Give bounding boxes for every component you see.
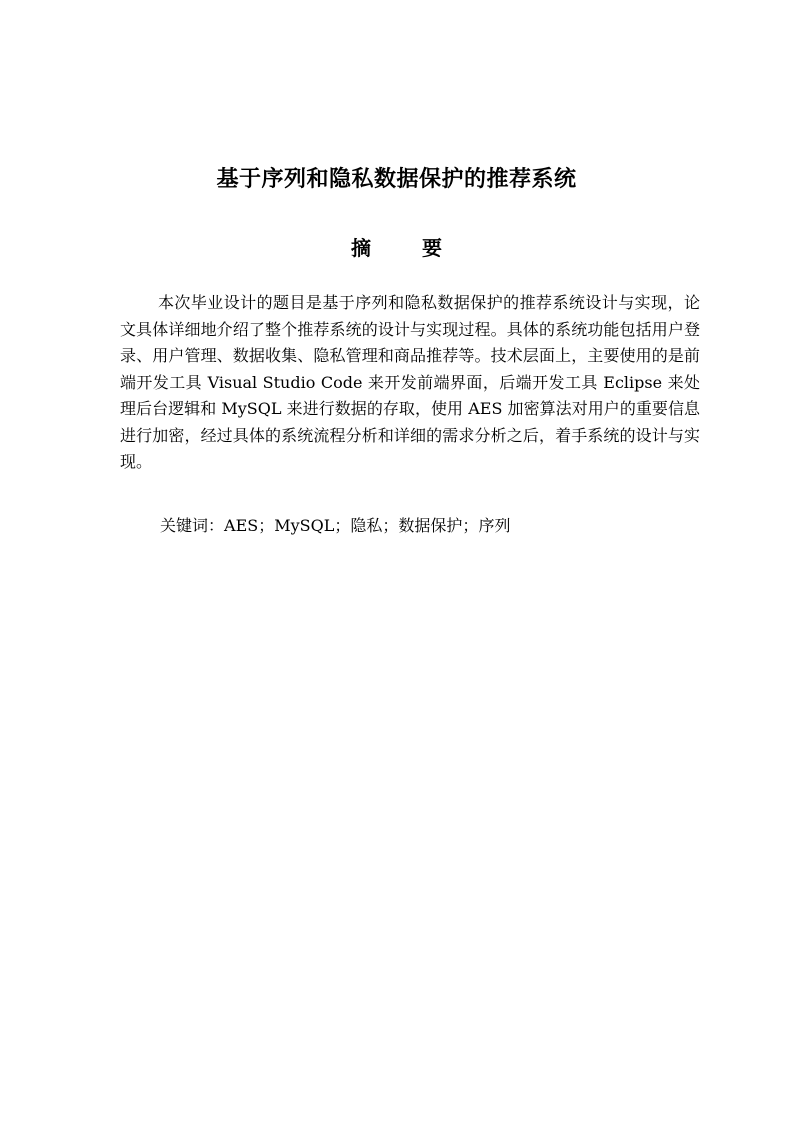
keyword-item: 序列 (478, 516, 511, 535)
abstract-paragraph: 本次毕业设计的题目是基于序列和隐私数据保护的推荐系统设计与实现，论文具体详细地介绍了整个推荐系统的设计与实现过程。具体的系统功能包括用户登录、用户管理、数据收集、隐私管理和商品推荐等。技术层面上，主要使用的是前端开发工具 Visual Studio Code 来开发前端界面，后端开发工具 Eclipse 来处理后台逻辑和 MySQL 来进行数据的存取，使用 AES 加密算法对用户的重要信息进行加密，经过具体的系统流程分析和详细的需求分析之后，着手系统的设计与实现。 (120, 293, 700, 471)
abstract-heading: 摘 要 (351, 236, 464, 260)
keyword-separator: ； (462, 516, 479, 535)
keyword-item: 数据保护 (398, 516, 463, 535)
keywords-label: 关键词： (160, 516, 225, 535)
keyword-item: 隐私 (350, 516, 383, 535)
keyword-separator: ； (382, 516, 399, 535)
keyword-item: AES (224, 516, 259, 535)
document-title: 基于序列和隐私数据保护的推荐系统 (216, 167, 577, 192)
keyword-item: MySQL (274, 516, 335, 535)
keyword-separator: ； (258, 516, 275, 535)
keywords-line (160, 513, 700, 539)
keyword-separator: ； (334, 516, 351, 535)
